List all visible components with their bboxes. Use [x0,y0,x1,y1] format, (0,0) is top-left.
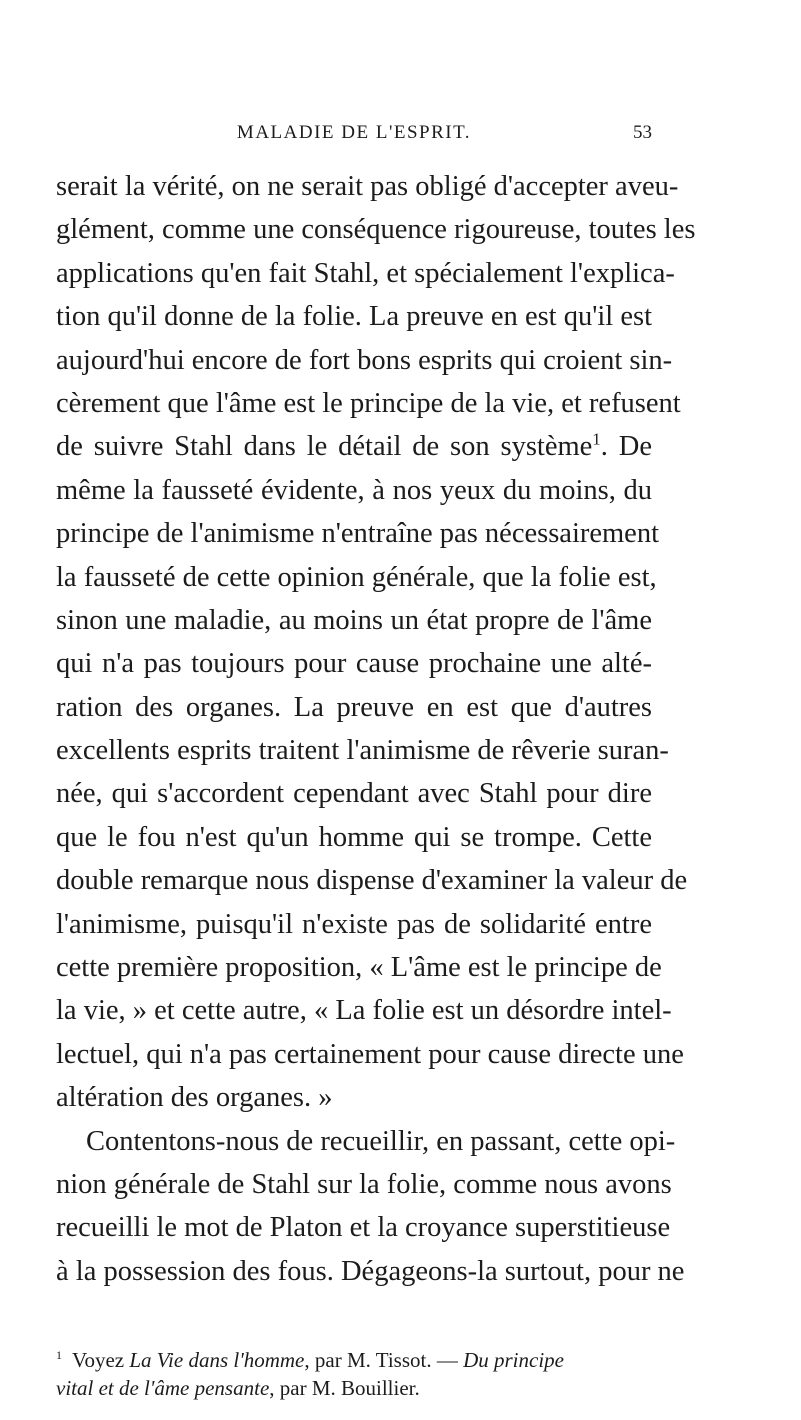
text-line: cèrement que l'âme est le principe de la vie, et refusent [56,387,681,419]
running-head [56,119,652,147]
text-line: à la possession des fous. Dégageons-la surtout, pour ne [56,1255,685,1287]
text-line-paragraph-start: Contentons-nous de recueillir, en passant, cette opi- [86,1125,676,1157]
text-line: ration des organes. La preuve en est que d'autres [56,691,652,723]
text-line: principe de l'animisme n'entraîne pas nécessairement [56,518,659,550]
text-line: qui n'a pas toujours pour cause prochaine une alté- [56,648,652,680]
text-line: serait la vérité, on ne serait pas obligé d'accepter aveu- [56,171,679,202]
text-line: l'animisme, puisqu'il n'existe pas de solidarité entre [56,908,652,940]
footnote-text: Voyez [72,1348,130,1372]
text-line: double remarque nous dispense d'examiner la valeur de [56,865,688,897]
page-number: 53 [633,122,652,143]
text-line-paragraph-end: altération des organes. » [56,1082,333,1114]
text-line: lectuel, qui n'a pas certainement pour cause directe une [56,1038,684,1070]
text-line: tion qu'il donne de la folie. La preuve en est qu'il est [56,301,652,333]
text-line: née, qui s'accordent cependant avec Stahl pour dire [56,778,652,810]
text-line: la fausseté de cette opinion générale, que la folie est, [56,561,657,593]
text-line: aujourd'hui encore de fort bons esprits qui croient sin- [56,344,673,376]
footnote-title: La Vie dans l'homme [129,1348,305,1372]
text-line: applications qu'en fait Stahl, et spécialement l'explica- [56,257,675,289]
footnote-title: Du principe [463,1348,564,1372]
text-line: cette première proposition, « L'âme est le principe de [56,952,662,984]
footnote-line [56,1374,652,1402]
footnote-title: vital et de l'âme pensante [56,1376,270,1400]
text-line: la vie, » et cette autre, « La folie est un désordre intel- [56,995,672,1027]
body-text [56,165,696,1293]
text-segment: . De [600,431,652,463]
text-line: que le fou n'est qu'un homme qui se trompe. Cette [56,821,652,853]
footnote-text: , par M. Bouillier. [269,1376,420,1400]
text-segment: de suivre Stahl dans le détail de son système [56,431,593,463]
running-title: MALADIE DE L'ESPRIT. [236,122,472,143]
text-line: nion générale de Stahl sur la folie, comme nous avons [56,1168,672,1200]
text-line: sinon une maladie, au moins un état propre de l'âme [56,604,652,636]
footnote-line [56,1346,652,1374]
text-line: même la fausseté évidente, à nos yeux du moins, du [56,474,652,506]
text-line: excellents esprits traitent l'animisme de rêverie suran- [56,735,669,767]
text-line: glément, comme une conséquence rigoureuse, toutes les [56,214,696,246]
footnote-mark: 1 [56,1348,62,1362]
text-line: recueilli le mot de Platon et la croyance superstitieuse [56,1212,671,1244]
text-line [56,425,652,468]
footnote [56,1346,652,1402]
footnote-reference: 1 [592,429,601,449]
footnote-text: , par M. Tissot. — [304,1348,464,1372]
